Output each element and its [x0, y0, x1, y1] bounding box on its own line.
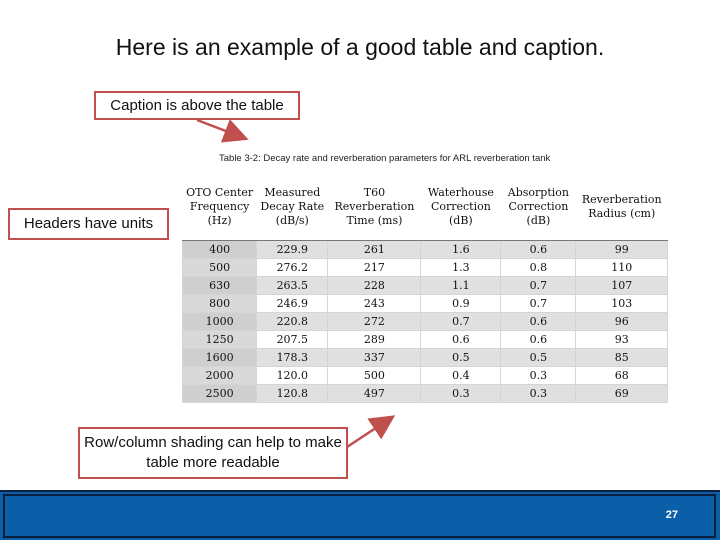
table-cell: 1250: [183, 331, 257, 349]
table-cell: 120.0: [257, 367, 328, 385]
table-row: [183, 295, 668, 313]
table-cell: 0.5: [421, 349, 501, 367]
table-header-row: [183, 174, 668, 241]
table-cell: 497: [328, 385, 421, 403]
table-row: [183, 367, 668, 385]
table-cell: 0.6: [501, 313, 576, 331]
table-cell: 337: [328, 349, 421, 367]
table-cell: 2000: [183, 367, 257, 385]
table-cell: 246.9: [257, 295, 328, 313]
table-cell: 800: [183, 295, 257, 313]
table-cell: 289: [328, 331, 421, 349]
table-cell: 96: [576, 313, 668, 331]
table-header-cell: T60 Reverberation Time (ms): [328, 174, 421, 241]
table-cell: 0.3: [501, 367, 576, 385]
table-cell: 1.6: [421, 241, 501, 259]
table-cell: 103: [576, 295, 668, 313]
table-row: [183, 259, 668, 277]
table-header-cell: Measured Decay Rate (dB/s): [257, 174, 328, 241]
table-cell: 120.8: [257, 385, 328, 403]
table-cell: 220.8: [257, 313, 328, 331]
table-cell: 0.7: [501, 295, 576, 313]
data-table: [182, 174, 668, 406]
table-cell: 0.8: [501, 259, 576, 277]
table-header-cell: Reverberation Radius (cm): [576, 174, 668, 241]
table-header-cell: Waterhouse Correction (dB): [421, 174, 501, 241]
table-cell: 400: [183, 241, 257, 259]
page-number: 27: [665, 509, 678, 521]
table-cell: 1.1: [421, 277, 501, 295]
table-cell: 229.9: [257, 241, 328, 259]
table-cell: 0.3: [421, 385, 501, 403]
table-body: [183, 241, 668, 403]
table-cell: 217: [328, 259, 421, 277]
table-cell: 500: [328, 367, 421, 385]
table-cell: 1600: [183, 349, 257, 367]
arrow-to-caption: [197, 120, 244, 138]
table-row: [183, 241, 668, 259]
callout-shading: Row/column shading can help to make table more readable: [78, 427, 348, 479]
table-cell: 261: [328, 241, 421, 259]
table-cell: 68: [576, 367, 668, 385]
table-cell: 0.6: [501, 331, 576, 349]
table-cell: 1000: [183, 313, 257, 331]
callout-caption: Caption is above the table: [94, 91, 300, 120]
table-cell: 500: [183, 259, 257, 277]
table-cell: 0.6: [421, 331, 501, 349]
table-cell: 93: [576, 331, 668, 349]
table-cell: 0.3: [501, 385, 576, 403]
table-cell: 263.5: [257, 277, 328, 295]
table-cell: 85: [576, 349, 668, 367]
table-cell: 0.5: [501, 349, 576, 367]
table-row: [183, 331, 668, 349]
table-cell: 110: [576, 259, 668, 277]
table-cell: 243: [328, 295, 421, 313]
table-row: [183, 277, 668, 295]
footer-bar: [0, 490, 720, 540]
table-cell: 0.7: [501, 277, 576, 295]
arrow-to-table: [347, 418, 391, 447]
table-cell: 0.4: [421, 367, 501, 385]
slide-title: Here is an example of a good table and caption.: [115, 34, 605, 60]
table-cell: 0.6: [501, 241, 576, 259]
table-header-cell: OTO Center Frequency (Hz): [183, 174, 257, 241]
table-row: [183, 313, 668, 331]
table-row: [183, 349, 668, 367]
table-caption: Table 3-2: Decay rate and reverberation parameters for ARL reverberation tank: [219, 153, 551, 164]
table-cell: 69: [576, 385, 668, 403]
callout-headers: Headers have units: [8, 208, 169, 240]
table-cell: 228: [328, 277, 421, 295]
table-header-cell: Absorption Correction (dB): [501, 174, 576, 241]
table-cell: 99: [576, 241, 668, 259]
table-cell: 207.5: [257, 331, 328, 349]
table-row: [183, 385, 668, 403]
table-cell: 630: [183, 277, 257, 295]
table-cell: 272: [328, 313, 421, 331]
table-cell: 0.9: [421, 295, 501, 313]
table-cell: 2500: [183, 385, 257, 403]
table-cell: 276.2: [257, 259, 328, 277]
table-cell: 178.3: [257, 349, 328, 367]
table-cell: 107: [576, 277, 668, 295]
table-cell: 0.7: [421, 313, 501, 331]
footer-frame: [3, 494, 716, 538]
table-cell: 1.3: [421, 259, 501, 277]
